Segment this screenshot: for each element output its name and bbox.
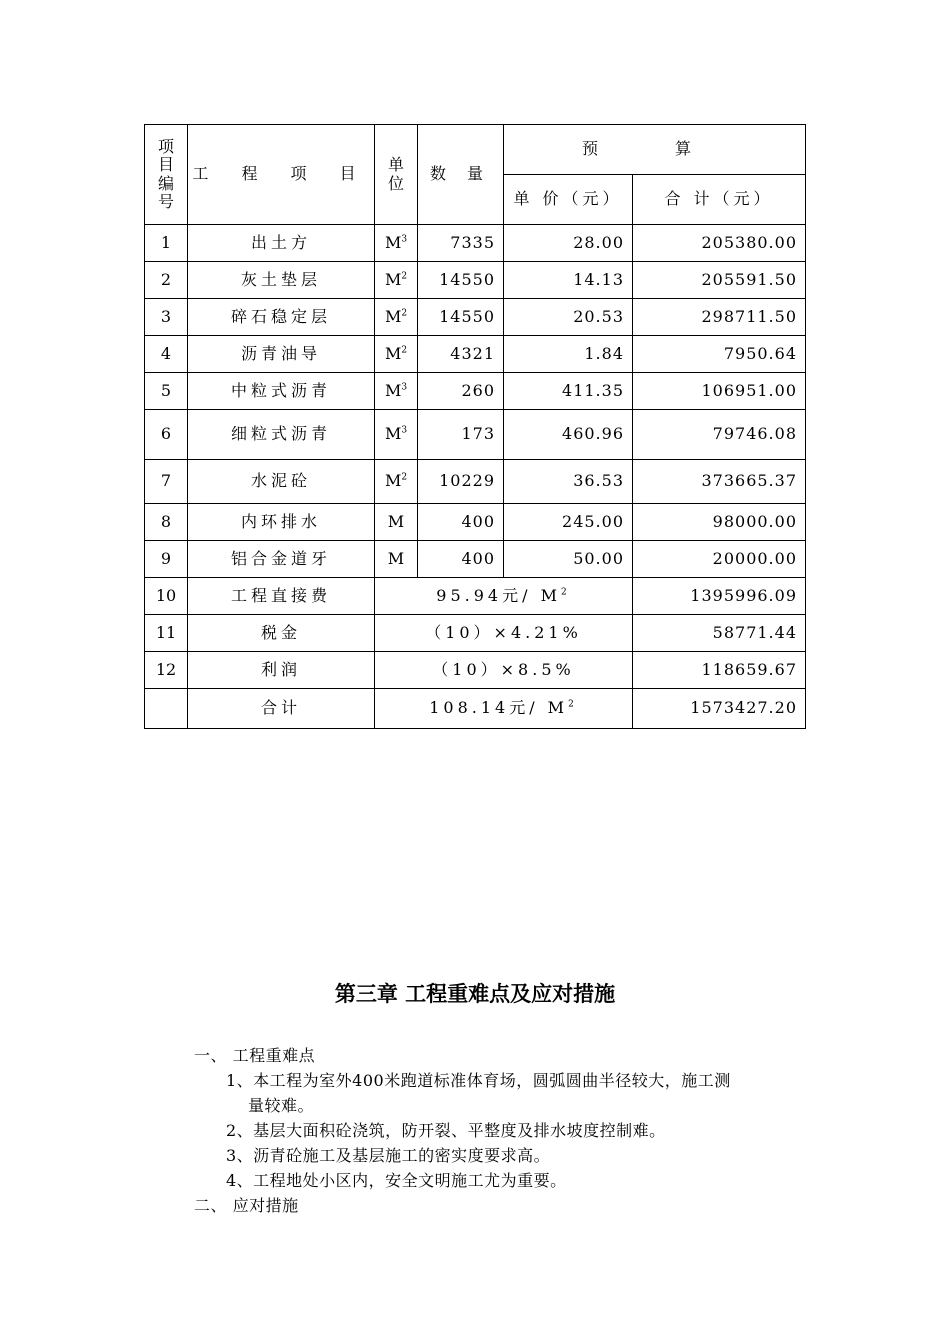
- row-name: 沥青油导: [188, 336, 375, 373]
- row-no: 7: [145, 460, 188, 504]
- row-name: 中粒式沥青: [188, 373, 375, 410]
- row-unit: $M^2$: [375, 299, 418, 336]
- row-total: 118659.67: [633, 652, 806, 689]
- table-row: [145, 410, 806, 460]
- row-name: 出土方: [188, 225, 375, 262]
- row-unit-price: 36.53: [504, 460, 633, 504]
- row-qty: 400: [418, 504, 504, 541]
- row-unit-price: 1.84: [504, 336, 633, 373]
- row-qty: 14550: [418, 262, 504, 299]
- row-unit: $M^2$: [375, 262, 418, 299]
- row-total: 1573427.20: [633, 689, 806, 729]
- row-total: 205380.00: [633, 225, 806, 262]
- row-name: 碎石稳定层: [188, 299, 375, 336]
- row-total: 98000.00: [633, 504, 806, 541]
- row-no: 2: [145, 262, 188, 299]
- row-no: [145, 689, 188, 729]
- row-total: 373665.37: [633, 460, 806, 504]
- row-qty: 14550: [418, 299, 504, 336]
- chapter-title: 第三章 工程重难点及应对措施: [334, 982, 616, 1006]
- row-total: 7950.64: [633, 336, 806, 373]
- row-total: 106951.00: [633, 373, 806, 410]
- table-row: [145, 262, 806, 299]
- row-name: 工程直接费: [188, 578, 375, 615]
- summary-row: [145, 578, 806, 615]
- row-total: 1395996.09: [633, 578, 806, 615]
- row-no: 3: [145, 299, 188, 336]
- row-name: 合计: [188, 689, 375, 729]
- list-item: 3、沥青砼施工及基层施工的密实度要求高。: [226, 1146, 551, 1165]
- row-unit: M: [375, 541, 418, 578]
- row-name: 细粒式沥青: [188, 410, 375, 460]
- row-formula: 95.94元/ $M^2$: [375, 578, 633, 615]
- table-row: [145, 541, 806, 578]
- table-row: [145, 373, 806, 410]
- row-no: 1: [145, 225, 188, 262]
- row-unit: $M^3$: [375, 373, 418, 410]
- row-qty: 173: [418, 410, 504, 460]
- row-no: 8: [145, 504, 188, 541]
- row-no: 10: [145, 578, 188, 615]
- header-unit: 单 位: [375, 125, 418, 225]
- row-total: 298711.50: [633, 299, 806, 336]
- row-name: 灰土垫层: [188, 262, 375, 299]
- row-qty: 10229: [418, 460, 504, 504]
- section-heading-measures: 二、 应对措施: [194, 1196, 299, 1215]
- header-budget: 预 算: [504, 125, 806, 175]
- row-no: 6: [145, 410, 188, 460]
- header-total: 合 计（元）: [633, 175, 806, 225]
- summary-row: [145, 615, 806, 652]
- summary-row: [145, 652, 806, 689]
- list-item: 量较难。: [248, 1096, 315, 1115]
- row-no: 5: [145, 373, 188, 410]
- header-item: 工 程 项 目: [188, 125, 375, 225]
- row-unit-price: 20.53: [504, 299, 633, 336]
- row-formula: （10）×4.21%: [375, 615, 633, 652]
- table-row: [145, 225, 806, 262]
- header-qty: 数 量: [418, 125, 504, 225]
- row-no: 12: [145, 652, 188, 689]
- row-qty: 4321: [418, 336, 504, 373]
- row-unit-price: 411.35: [504, 373, 633, 410]
- section-heading-difficulties: 一、 工程重难点: [194, 1046, 316, 1065]
- row-formula: （10）×8.5%: [375, 652, 633, 689]
- row-unit: $M^3$: [375, 225, 418, 262]
- header-item-no: 项 目 编 号: [145, 125, 188, 225]
- row-unit-price: 460.96: [504, 410, 633, 460]
- table-row: [145, 299, 806, 336]
- row-qty: 400: [418, 541, 504, 578]
- row-name: 内环排水: [188, 504, 375, 541]
- row-unit-price: 245.00: [504, 504, 633, 541]
- row-no: 4: [145, 336, 188, 373]
- row-name: 铝合金道牙: [188, 541, 375, 578]
- budget-table: [144, 124, 806, 729]
- row-name: 水泥砼: [188, 460, 375, 504]
- list-item: 4、工程地处小区内，安全文明施工尤为重要。: [226, 1171, 567, 1190]
- row-unit-price: 50.00: [504, 541, 633, 578]
- row-no: 11: [145, 615, 188, 652]
- row-unit: $M^3$: [375, 410, 418, 460]
- table-row: [145, 336, 806, 373]
- row-unit-price: 28.00: [504, 225, 633, 262]
- row-total: 79746.08: [633, 410, 806, 460]
- row-unit-price: 14.13: [504, 262, 633, 299]
- row-qty: 260: [418, 373, 504, 410]
- row-qty: 7335: [418, 225, 504, 262]
- row-unit: $M^2$: [375, 460, 418, 504]
- row-no: 9: [145, 541, 188, 578]
- row-unit: $M^2$: [375, 336, 418, 373]
- header-unit-price: 单 价（元）: [504, 175, 633, 225]
- table-row: [145, 504, 806, 541]
- row-total: 205591.50: [633, 262, 806, 299]
- row-total: 58771.44: [633, 615, 806, 652]
- list-item: 2、基层大面积砼浇筑，防开裂、平整度及排水坡度控制难。: [226, 1121, 666, 1140]
- row-unit: M: [375, 504, 418, 541]
- list-item: 1、本工程为室外400米跑道标准体育场，圆弧圆曲半径较大，施工测: [226, 1071, 731, 1090]
- row-total: 20000.00: [633, 541, 806, 578]
- row-name: 利润: [188, 652, 375, 689]
- row-name: 税金: [188, 615, 375, 652]
- row-formula: 108.14元/ $M^2$: [375, 689, 633, 729]
- summary-row: [145, 689, 806, 729]
- table-row: [145, 460, 806, 504]
